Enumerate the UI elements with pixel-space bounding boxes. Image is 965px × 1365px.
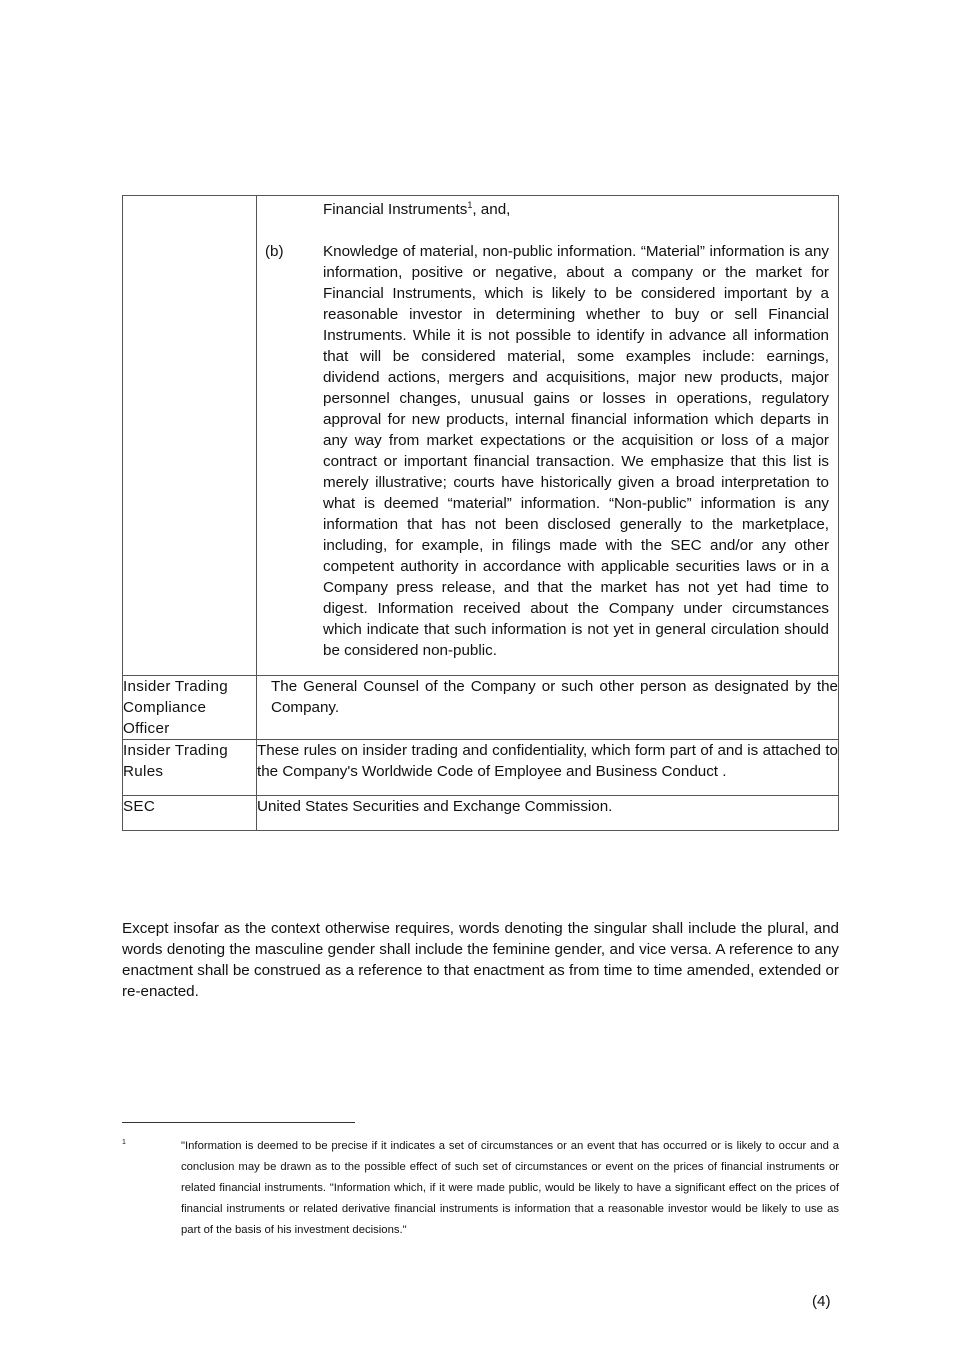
definitions-table (122, 195, 839, 831)
page-number: (4) (812, 1293, 831, 1310)
table-row (123, 796, 839, 831)
term-cell: Insider Trading Rules (123, 740, 257, 796)
continuation-tail: , and, (472, 201, 511, 218)
sub-clause-text: Knowledge of material, non-public information. “Material” information is any information, positive or negative, about a company or the market for Financial Instruments, which is likely to be considered important by a reasonable investor in determining whether to buy or sell Financial Instruments. While it is not possible to identify in advance all information that will be considered material, some examples include: earnings, dividend actions, mergers and acquisitions, major new products, major personnel changes, unusual gains or losses in operations, regulatory approval for new products, internal financial information which departs in any way from market expectations or the acquisition or loss of a major contract or important financial transaction. We emphasize that this list is merely illustrative; courts have historically given a broad interpretation to what is deemed “material” information. “Non-public” information is any information that has not been disclosed generally to the marketplace, including, for example, in filings made with the SEC and/or any other competent authority in accordance with applicable securities laws or in a Company press release, and that the market has not yet had time to digest. Information received about the Company under circumstances which indicate that such information is not yet in general circulation should be considered non-public. (323, 243, 829, 659)
definition-cell (257, 196, 839, 676)
footnote-divider (122, 1122, 355, 1123)
table-row (123, 676, 839, 740)
definition-cell: The General Counsel of the Company or such other person as designated by the Company. (257, 676, 839, 740)
interpretation-paragraph: Except insofar as the context otherwise requires, words denoting the singular shall include the plural, and words denoting the masculine gender shall include the feminine gender, and vice versa. A reference to any enactment shall be construed as a reference to that enactment as from time to time amended, extended or re-enacted. (122, 920, 839, 1000)
definition-cell: These rules on insider trading and confidentiality, which form part of and is attached to the Company's Worldwide Code of Employee and Business Conduct . (257, 740, 839, 796)
footnote (122, 1136, 839, 1241)
footnote-number: 1 (122, 1139, 126, 1146)
continuation-line (265, 199, 829, 220)
sub-clause-label: (b) (265, 243, 284, 260)
footnote-reference: 1 (467, 199, 473, 210)
sub-clause-b (265, 241, 829, 661)
continuation-text: Financial Instruments (323, 201, 468, 218)
table-row (123, 196, 839, 676)
term-cell (123, 196, 257, 676)
definition-cell: United States Securities and Exchange Commission. (257, 796, 839, 831)
table-row (123, 740, 839, 796)
footnote-text: "Information is deemed to be precise if it indicates a set of circumstances or an event that has occurred or is likely to occur and a conclusion may be drawn as to the possible effect of such set of circumstances or event on the prices of financial instruments or related financial instruments. "Information which, if it were made public, would be likely to have a significant effect on the prices of financial instruments or related derivative financial instruments is information that a reasonable investor would be likely to use as part of the basis of his investment decisions." (181, 1140, 839, 1236)
term-cell: SEC (123, 796, 257, 831)
term-cell: Insider Trading Compliance Officer (123, 676, 257, 740)
